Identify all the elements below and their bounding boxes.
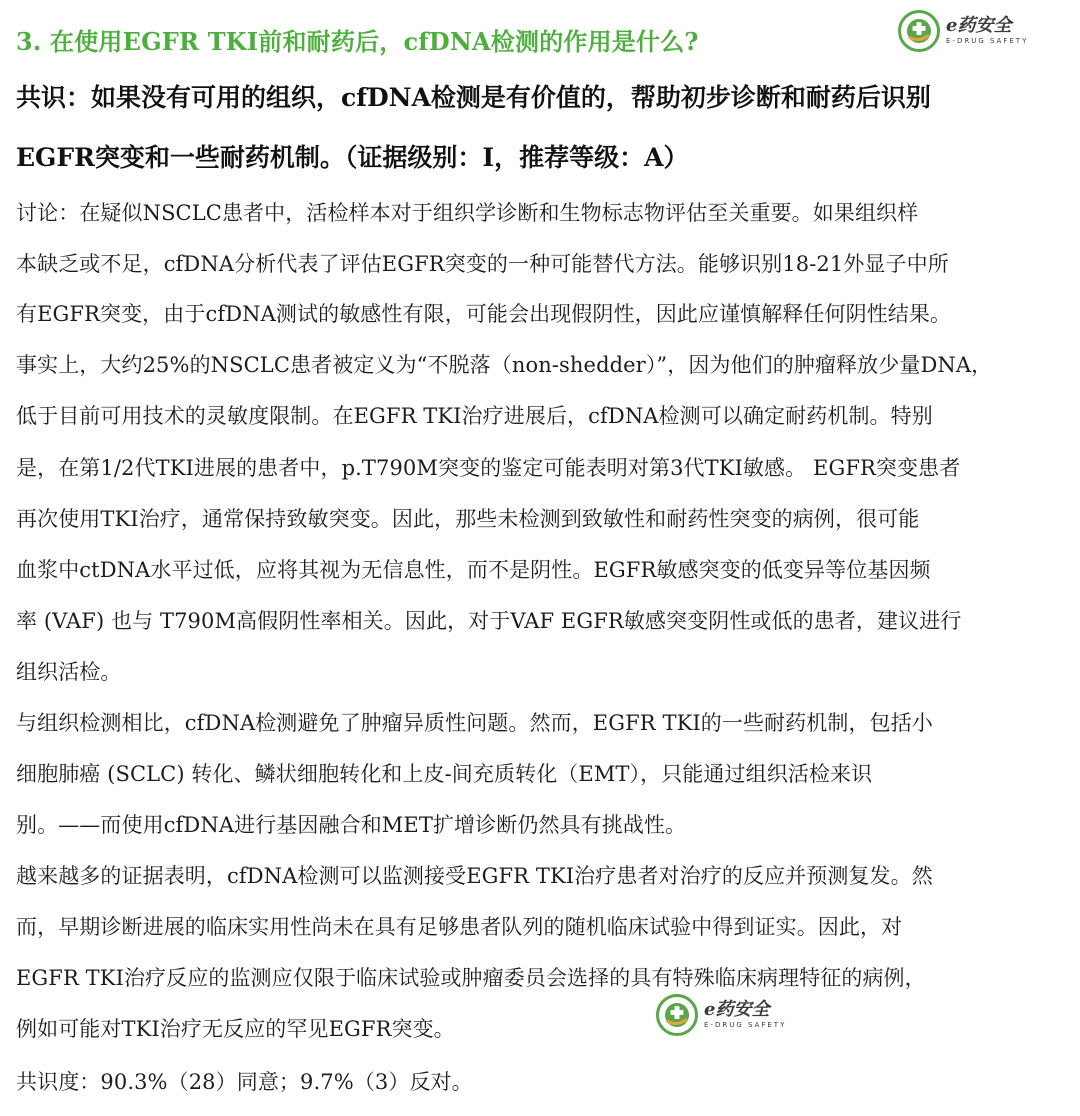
agreement-line: 共识度：90.3%（28）同意；9.7%（3）反对。 <box>16 1070 473 1094</box>
body-line: 而，早期诊断进展的临床实用性尚未在具有足够患者队列的随机临床试验中得到证实。因此，对 <box>16 915 903 939</box>
pill-hand-logo-icon <box>898 10 940 52</box>
consensus-line-1: 共识：如果没有可用的组织，cfDNA检测是有价值的，帮助初步诊断和耐药后识别 <box>16 83 931 112</box>
logo-subtitle: E-DRUG SAFETY <box>704 1021 787 1029</box>
body-line: 别。——而使用cfDNA进行基因融合和MET扩增诊断仍然具有挑战性。 <box>16 813 687 837</box>
question-heading: 3. 在使用EGFR TKI前和耐药后，cfDNA检测的作用是什么? <box>16 27 699 56</box>
body-line: 有EGFR突变，由于cfDNA测试的敏感性有限，可能会出现假阴性，因此应谨慎解释任何阴性结果。 <box>16 302 952 326</box>
body-line: 与组织检测相比，cfDNA检测避免了肿瘤异质性问题。然而，EGFR TKI的一些耐药机制，包括小 <box>16 711 933 735</box>
body-line: 讨论：在疑似NSCLC患者中，活检样本对于组织学诊断和生物标志物评估至关重要。如果组织样 <box>16 201 919 225</box>
body-line: 血浆中ctDNA水平过低，应将其视为无信息性，而不是阴性。EGFR敏感突变的低变异等位基因频 <box>16 558 931 582</box>
body-line: 例如可能对TKI治疗无反应的罕见EGFR突变。 <box>16 1017 455 1041</box>
pill-hand-logo-icon <box>656 994 698 1036</box>
body-line: 本缺乏或不足，cfDNA分析代表了评估EGFR突变的一种可能替代方法。能够识别18-21外显子中所 <box>16 252 949 276</box>
consensus-line-2: EGFR突变和一些耐药机制。（证据级别：I，推荐等级：A） <box>16 143 689 172</box>
body-line: 组织活检。 <box>16 660 122 684</box>
logo-top <box>898 10 1028 52</box>
body-line: 事实上，大约25%的NSCLC患者被定义为“不脱落（non-shedder）”，因为他们的肿瘤释放少量DNA， <box>16 353 993 377</box>
body-line: 再次使用TKI治疗，通常保持致敏突变。因此，那些未检测到致敏性和耐药性突变的病例，很可能 <box>16 507 920 531</box>
body-line: 细胞肺癌 (SCLC) 转化、鳞状细胞转化和上皮-间充质转化（EMT），只能通过组织活检来识 <box>16 762 873 786</box>
logo-watermark <box>656 994 786 1036</box>
body-line: 是，在第1/2代TKI进展的患者中，p.T790M突变的鉴定可能表明对第3代TKI敏感。 EGFR突变患者 <box>16 456 961 480</box>
logo-name: e药安全 <box>704 999 770 1020</box>
logo-name: e药安全 <box>946 15 1012 36</box>
body-line: 越来越多的证据表明，cfDNA检测可以监测接受EGFR TKI治疗患者对治疗的反应并预测复发。然 <box>16 864 933 888</box>
logo-subtitle: E-DRUG SAFETY <box>946 37 1029 45</box>
body-line: 低于目前可用技术的灵敏度限制。在EGFR TKI治疗进展后，cfDNA检测可以确定耐药机制。特别 <box>16 404 933 428</box>
body-line: EGFR TKI治疗反应的监测应仅限于临床试验或肿瘤委员会选择的具有特殊临床病理特征的病例， <box>16 966 926 990</box>
body-line: 率 (VAF) 也与 T790M高假阴性率相关。因此，对于VAF EGFR敏感突变阴性或低的患者，建议进行 <box>16 609 962 633</box>
